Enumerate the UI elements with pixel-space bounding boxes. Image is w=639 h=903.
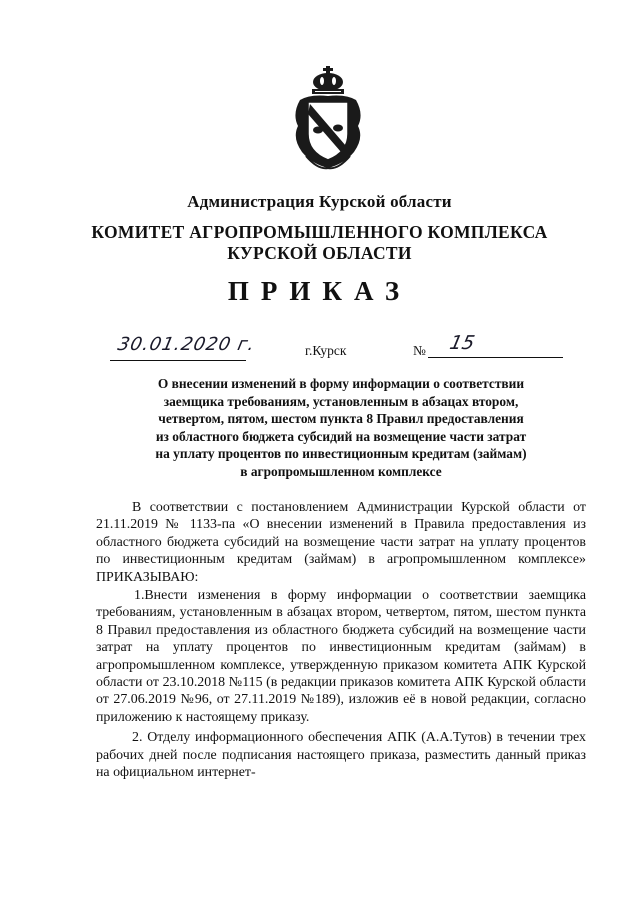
subject-line: в агропромышленном комплексе xyxy=(240,463,442,479)
subject-line: заемщика требованиям, установленным в абзацах втором, xyxy=(163,393,519,409)
city-label: г.Курск xyxy=(305,343,347,358)
committee-line-2: КУРСКОЙ ОБЛАСТИ xyxy=(227,243,412,263)
subject-line: четвертом, пятом, шестом пункта 8 Правил предоставления xyxy=(158,411,524,427)
subject-line: из областного бюджета субсидий на возмещение части затрат xyxy=(155,428,527,444)
order-body xyxy=(96,499,586,782)
order-date: 30.01.2020 г. xyxy=(115,334,258,355)
committee-title xyxy=(0,222,639,264)
document-type-title: ПРИКАЗ xyxy=(227,276,412,306)
committee-line-1: КОМИТЕТ АГРОПРОМЫШЛЕННОГО КОМПЛЕКСА xyxy=(91,222,548,242)
body-paragraph-item-2: 2. Отделу информационного обеспечения АПК (А.А.Тутов) в течении трех рабочих дней после подписания настоящего приказа, разместить данный приказ на официальном интернет- xyxy=(96,730,586,781)
order-number: 15 xyxy=(447,332,477,354)
body-paragraph-item-1: 1.Внести изменения в форму информации о соответствии заемщика требованиям, установленным в абзацах втором, четвертом, пятом, шестом пункта 8 Правил предоставления из областного бюджета субсидий на возмещение части затрат на уплату процентов по инвестиционным кредитам (займам) в агропромышленном комплексе, утвержденную приказом комитета АПК Курской области от 23.10.2018 №115 (в редакции приказов комитета АПК Курской области от 27.06.2019 №96, от 27.11.2019 №189), изложив её в новой редакции, согласно приложению к настоящему приказу. xyxy=(96,588,586,725)
subject-line: О внесении изменений в форму информации о соответствии xyxy=(157,376,525,391)
administration-title: Администрация Курской области xyxy=(187,192,452,211)
kursk-coat-of-arms-icon xyxy=(286,64,370,172)
subject-line: на уплату процентов по инвестиционным кредитам (займам) xyxy=(155,446,527,462)
order-subject xyxy=(96,375,586,481)
body-paragraph-preamble: В соответствии с постановлением Администрации Курской области от 21.11.2019 № 1133-па «О внесении изменений в Правила предоставления из областного бюджета субсидий на возмещение части затрат на уплату процентов по инвестиционным кредитам (займам) в агропромышленном комплексе» ПРИКАЗЫВАЮ: xyxy=(96,500,586,585)
number-label: № xyxy=(413,343,426,358)
